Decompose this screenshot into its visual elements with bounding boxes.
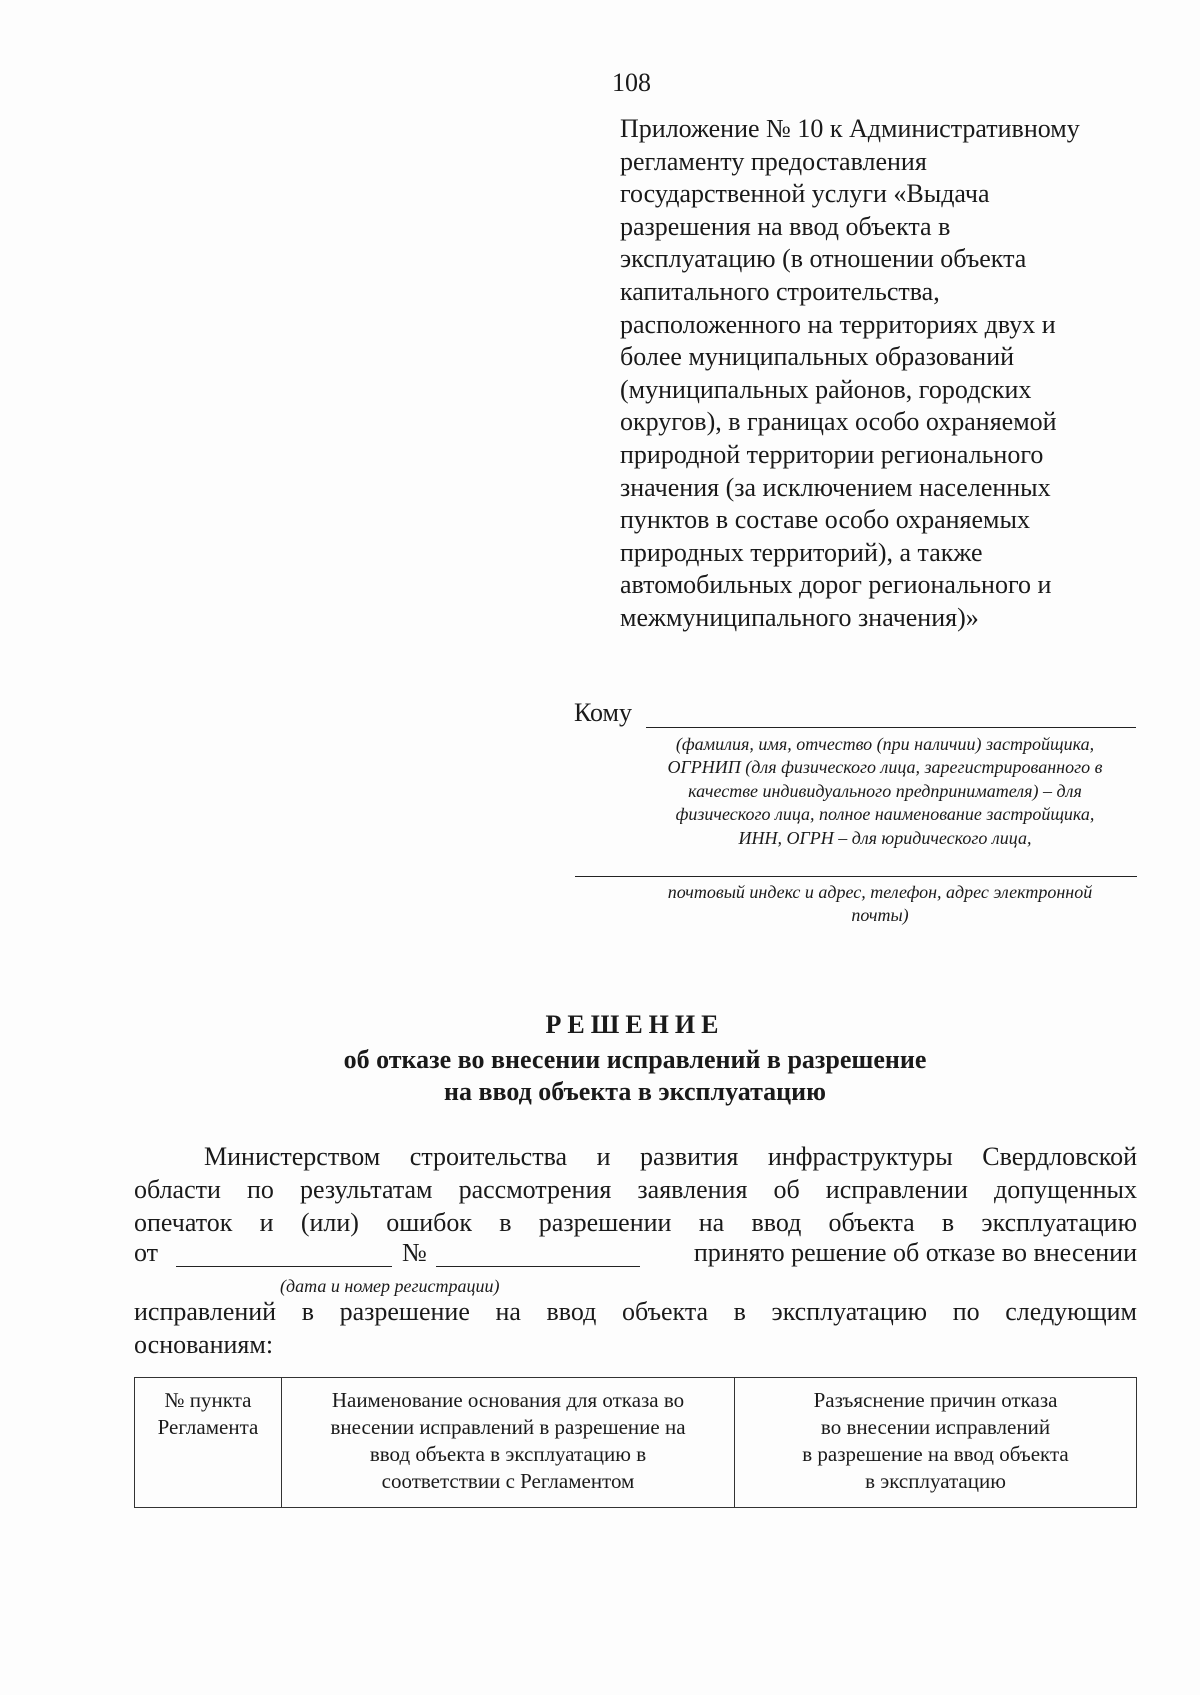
appendix-line: природных территорий), а также (620, 537, 983, 567)
recipient-hint (630, 733, 1140, 850)
registration-hint: (дата и номер регистрации) (280, 1276, 500, 1296)
table-header-row (135, 1378, 1137, 1508)
appendix-line: разрешения на ввод объекта в (620, 211, 951, 241)
appendix-line: расположенного на территориях двух и (620, 309, 1056, 339)
date-fill-line (176, 1266, 392, 1267)
registration-line (134, 1238, 1137, 1271)
appendix-line: Приложение № 10 к Административному (620, 114, 1080, 143)
address-hint-line: почтовый индекс и адрес, телефон, адрес электронной (667, 882, 1093, 902)
appendix-line: эксплуатацию (в отношении объекта (620, 244, 1027, 274)
body-line: Министерством строительства и развития инфраструктуры Свердловской (204, 1142, 1137, 1171)
table-header-line: в эксплуатацию (865, 1469, 1006, 1493)
table-header-line: № пункта (164, 1388, 252, 1412)
decision-subtitle-line: на ввод объекта в эксплуатацию (443, 1077, 827, 1106)
table-header-line: Регламента (157, 1415, 259, 1439)
appendix-line: государственной услуги «Выдача (620, 179, 990, 209)
recipient-hint-line: (фамилия, имя, отчество (при наличии) застройщика, (675, 734, 1095, 754)
decision-title: РЕШЕНИЕ (545, 1010, 725, 1039)
table-header-line: в разрешение на ввод объекта (802, 1442, 1069, 1466)
recipient-hint-line: качестве индивидуального предпринимателя) – для (688, 780, 1082, 801)
address-fill-line (575, 876, 1137, 877)
number-fill-line (436, 1266, 640, 1267)
appendix-line: (муниципальных районов, городских (620, 374, 1032, 404)
recipient-hint-line: ОГРНИП (для физического лица, зарегистрированного в (667, 757, 1103, 778)
recipient-fill-line (646, 727, 1136, 728)
body-line: исправлений в разрешение на ввод объекта в эксплуатацию по следующим (134, 1297, 1137, 1326)
body-line: опечаток и (или) ошибок в разрешении на ввод объекта в эксплуатацию (134, 1208, 1137, 1237)
address-hint-line: почты) (851, 905, 909, 926)
recipient-hint-line: физического лица, полное наименование застройщика, (675, 804, 1095, 825)
appendix-line: пунктов в составе особо охраняемых (620, 505, 1030, 535)
table-header-line: внесении исправлений в разрешение на (330, 1415, 686, 1439)
body-line: основаниям: (134, 1330, 274, 1359)
appendix-line: природной территории регионального (620, 439, 1044, 469)
reasons-table (134, 1377, 1137, 1508)
ot-label: от (134, 1238, 159, 1267)
appendix-line: регламенту предоставления (620, 146, 927, 176)
recipient-label: Кому (574, 698, 633, 727)
appendix-line: межмуниципального значения)» (620, 602, 979, 632)
decision-subtitle-line: об отказе во внесении исправлений в разрешение (343, 1045, 927, 1074)
appendix-note (620, 113, 1140, 635)
table-header-line: ввод объекта в эксплуатацию в (369, 1442, 647, 1466)
body-paragraph (134, 1140, 1137, 1239)
appendix-line: капитального строительства, (620, 276, 940, 306)
appendix-line: более муниципальных образований (620, 342, 1015, 372)
recipient-hint-line: ИНН, ОГРН – для юридического лица, (738, 827, 1032, 848)
appendix-line: округов), в границах особо охраняемой (620, 407, 1057, 437)
table-header-line: Разъяснение причин отказа (813, 1388, 1058, 1412)
appendix-line: значения (за исключением населенных (620, 472, 1051, 502)
table-header-line: во внесении исправлений (820, 1415, 1051, 1439)
page-number: 108 (612, 68, 651, 97)
table-header-line: соответствии с Регламентом (381, 1469, 635, 1493)
table-header-cell (735, 1378, 1137, 1508)
table-header-cell (135, 1378, 282, 1508)
decision-subtitle (0, 1044, 1200, 1108)
address-hint (620, 881, 1140, 928)
table-header-line: Наименование основания для отказа во (331, 1388, 685, 1412)
decision-statement: принято решение об отказе во внесении (693, 1238, 1137, 1267)
table-header-cell (282, 1378, 735, 1508)
number-sign: № (402, 1238, 427, 1267)
body-paragraph-continued (134, 1295, 1137, 1361)
appendix-line: автомобильных дорог регионального и (620, 570, 1052, 600)
body-line: области по результатам рассмотрения заявления об исправлении допущенных (134, 1175, 1137, 1204)
